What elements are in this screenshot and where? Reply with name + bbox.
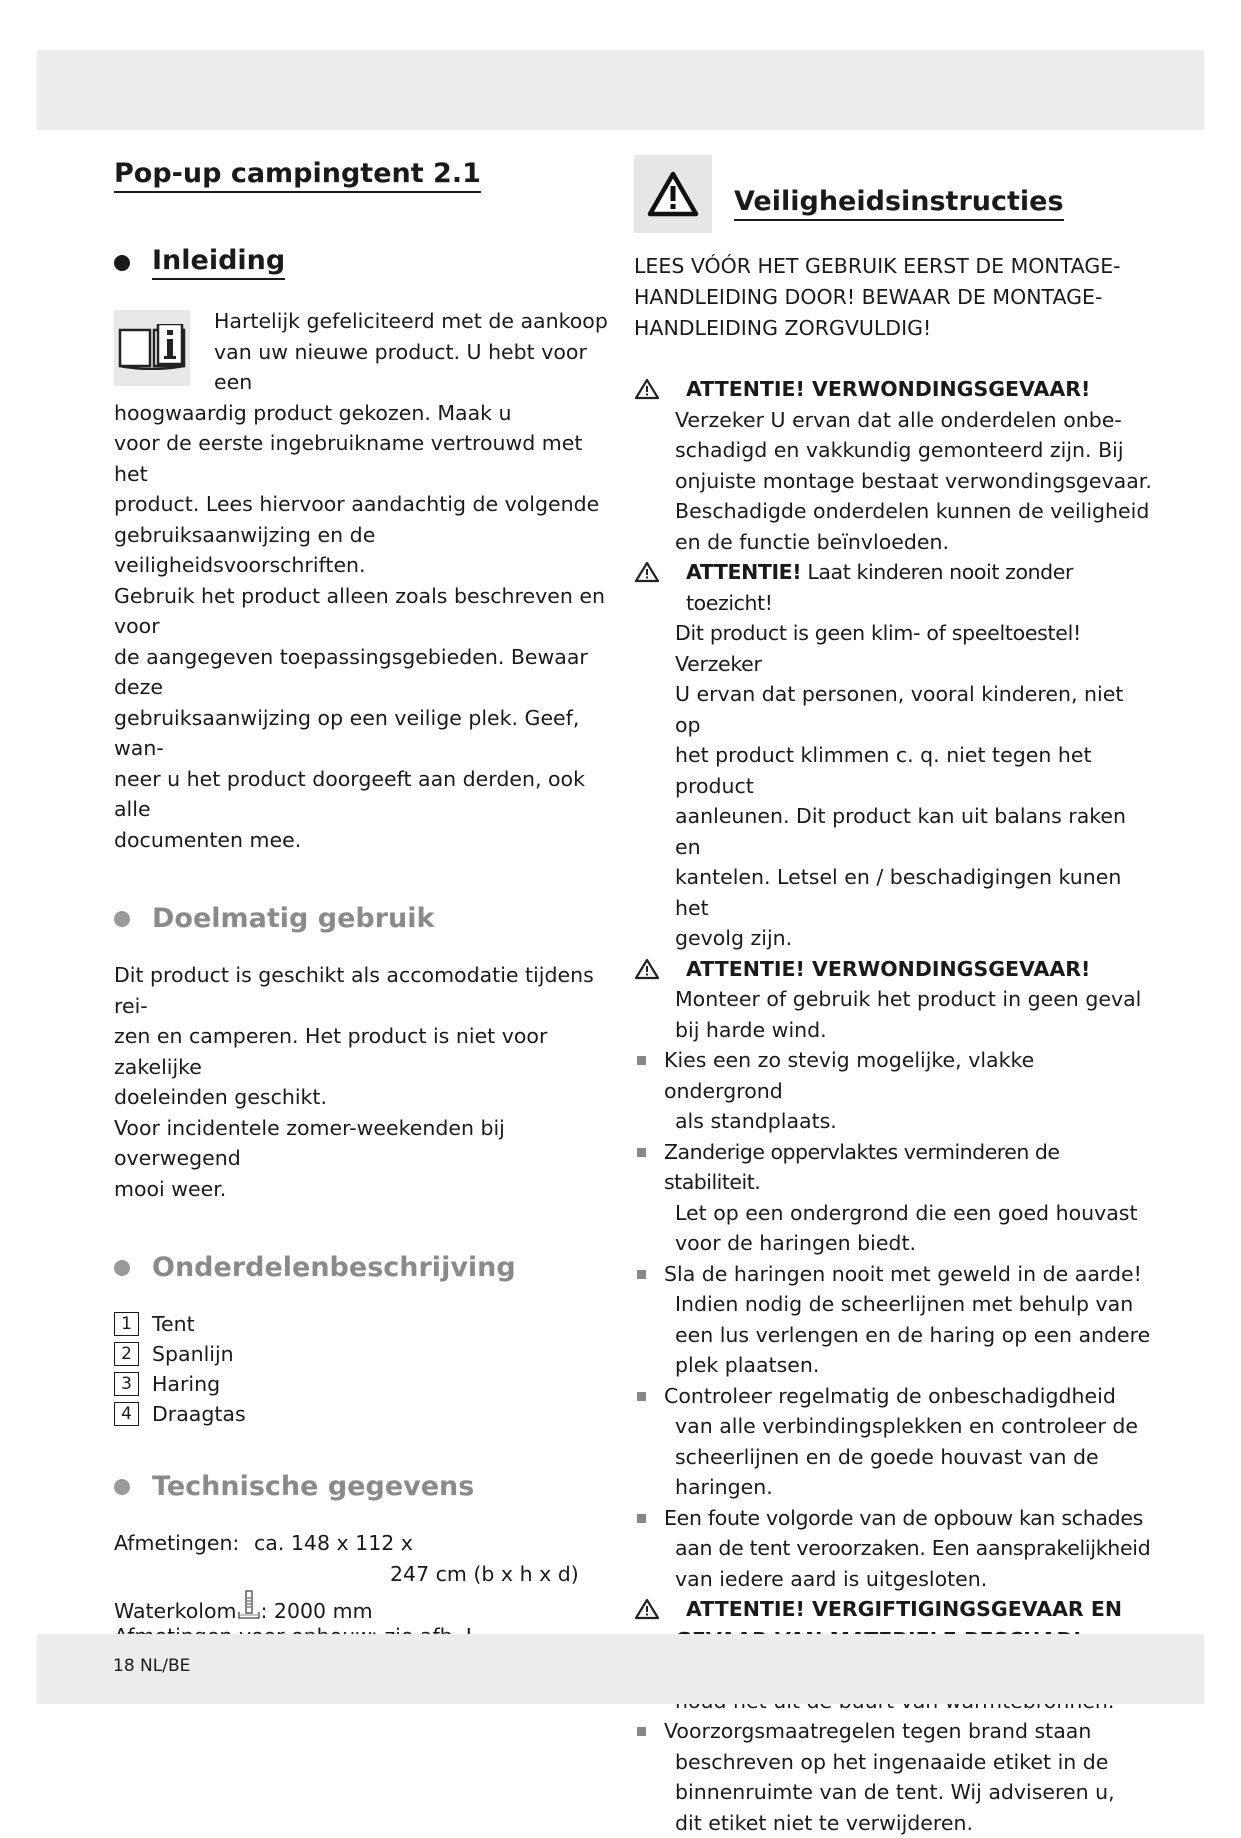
heading-text: Inleiding	[152, 245, 285, 280]
warning-line: Laat kinderen nooit zonder toezicht!	[686, 560, 1073, 615]
square-bullet-icon	[637, 1514, 646, 1523]
square-bullet-icon	[637, 1148, 646, 1157]
bullet-line: voor de haringen biedt.	[634, 1228, 1154, 1259]
intro-line: de aangegeven toepassingsgebieden. Bewaar deze	[114, 642, 614, 703]
bullet-icon	[114, 1260, 130, 1276]
section-heading-technisch	[114, 1471, 614, 1502]
left-column	[114, 150, 614, 1652]
intro-line: van uw nieuwe product. U hebt voor een	[114, 337, 614, 398]
bullet-line: Let op een ondergrond die een goed houvast	[634, 1198, 1154, 1229]
warning-line: het product klimmen c. q. niet tegen het product	[634, 740, 1154, 801]
bullet-line: als standplaats.	[634, 1106, 1154, 1137]
spec-value: ca. 148 x 112 x	[254, 1528, 413, 1559]
part-item	[114, 1369, 614, 1399]
bullet-line: Zanderige oppervlaktes verminderen de stabiliteit.	[634, 1137, 1154, 1198]
part-item	[114, 1339, 614, 1369]
part-number: 4	[114, 1402, 139, 1426]
bullet-icon	[114, 255, 130, 271]
bullet-line: een lus verlengen en de haring op een andere	[634, 1320, 1154, 1351]
parts-list	[114, 1309, 614, 1429]
warning-item	[634, 557, 1154, 954]
caps-line: LEES VÓÓR HET GEBRUIK EERST DE MONTAGE-	[634, 251, 1154, 282]
warning-triangle-icon	[634, 155, 712, 233]
warning-title: ATTENTIE! VERWONDINGSGEVAAR!	[634, 374, 1154, 405]
bullet-item	[634, 1045, 1154, 1137]
bullet-line: aan de tent veroorzaken. Een aansprakelijkheid	[634, 1533, 1154, 1564]
square-bullet-icon	[637, 1392, 646, 1401]
part-label: Draagtas	[152, 1402, 246, 1426]
bullet-icon	[114, 1479, 130, 1495]
warning-item	[634, 374, 1154, 557]
part-number: 3	[114, 1372, 139, 1396]
warning-line: U ervan dat personen, vooral kinderen, niet op	[634, 679, 1154, 740]
part-label: Spanlijn	[152, 1342, 234, 1366]
warning-line: kantelen. Letsel en / beschadigingen kunen het	[634, 862, 1154, 923]
intro-line: Gebruik het product alleen zoals beschreven en voor	[114, 581, 614, 642]
spec-dimensions	[114, 1528, 614, 1559]
part-item	[114, 1309, 614, 1339]
warning-line: bij harde wind.	[634, 1015, 1154, 1046]
small-warning-icon	[634, 958, 660, 989]
spec-label: Waterkolom	[114, 1599, 237, 1623]
warning-line: schadigd en vakkundig gemonteerd zijn. Bij	[634, 435, 1154, 466]
part-item	[114, 1399, 614, 1429]
right-column	[634, 155, 1154, 1838]
intro-line: gebruiksaanwijzing op een veilige plek. Geef, wan-	[114, 703, 614, 764]
safety-heading: Veiligheidsinstructies	[734, 186, 1064, 221]
safety-list	[634, 374, 1154, 1838]
caps-line: HANDLEIDING ZORGVULDIG!	[634, 313, 1154, 344]
doelmatig-line: mooi weer.	[114, 1174, 614, 1205]
small-warning-icon	[634, 1598, 660, 1629]
section-heading-onderdelen	[114, 1252, 614, 1283]
bullet-line: Kies een zo stevig mogelijke, vlakke ondergrond	[634, 1045, 1154, 1106]
bullet-line: Indien nodig de scheerlijnen met behulp van	[634, 1289, 1154, 1320]
caps-notice	[634, 251, 1154, 344]
bullet-line: haringen.	[634, 1472, 1154, 1503]
heading-text: Onderdelenbeschrijving	[152, 1252, 516, 1283]
small-warning-icon	[634, 378, 660, 409]
intro-line: product. Lees hiervoor aandachtig de volgende	[114, 489, 614, 520]
bullet-line: Controleer regelmatig de onbeschadigdheid	[634, 1381, 1154, 1412]
part-number: 2	[114, 1342, 139, 1366]
bullet-line: van iedere aard is uitgesloten.	[634, 1564, 1154, 1595]
heading-text: Doelmatig gebruik	[152, 903, 435, 934]
part-label: Tent	[152, 1312, 195, 1336]
square-bullet-icon	[637, 1270, 646, 1279]
warning-line: Monteer of gebruik het product in geen geval	[634, 984, 1154, 1015]
caps-line: HANDLEIDING DOOR! BEWAAR DE MONTAGE-	[634, 282, 1154, 313]
doelmatig-line: Dit product is geschikt als accomodatie tijdens rei-	[114, 960, 614, 1021]
part-number: 1	[114, 1312, 139, 1336]
doelmatig-line: zen en camperen. Het product is niet voor zakelijke	[114, 1021, 614, 1082]
bullet-line: beschreven op het ingenaaide etiket in de	[634, 1747, 1154, 1778]
page-number: 18 NL/BE	[113, 1656, 190, 1676]
doelmatig-line: Voor incidentele zomer-weekenden bij overwegend	[114, 1113, 614, 1174]
spec-value: : 2000 mm	[261, 1599, 373, 1623]
spec-label: Afmetingen:	[114, 1531, 239, 1555]
intro-line: neer u het product doorgeeft aan derden, ook alle	[114, 764, 614, 825]
safety-header	[634, 155, 1154, 233]
doelmatig-line: doeleinden geschikt.	[114, 1082, 614, 1113]
small-warning-icon	[634, 561, 660, 592]
bullet-item	[634, 1259, 1154, 1381]
intro-line: documenten mee.	[114, 825, 614, 856]
warning-title: ATTENTIE! VERGIFTIGINGSGEVAAR EN	[634, 1594, 1154, 1625]
header-band	[37, 50, 1204, 130]
section-heading-inleiding	[114, 245, 614, 280]
spec-water	[114, 1590, 614, 1621]
bullet-line: Sla de haringen nooit met geweld in de aarde!	[634, 1259, 1154, 1290]
warning-line: Verzeker U ervan dat alle onderdelen onbe-	[634, 405, 1154, 436]
intro-line: hoogwaardig product gekozen. Maak u	[114, 398, 614, 429]
bullet-item	[634, 1137, 1154, 1259]
warning-item	[634, 954, 1154, 1046]
square-bullet-icon	[637, 1727, 646, 1736]
bullet-line: binnenruimte van de tent. Wij adviseren u,	[634, 1777, 1154, 1808]
warning-line: Beschadigde onderdelen kunnen de veiligheid	[634, 496, 1154, 527]
bullet-line: van alle verbindingsplekken en controleer de	[634, 1411, 1154, 1442]
warning-line: onjuiste montage bestaat verwondingsgevaar.	[634, 466, 1154, 497]
section-heading-doelmatig	[114, 903, 614, 934]
square-bullet-icon	[637, 1056, 646, 1065]
bullet-icon	[114, 911, 130, 927]
document-title: Pop-up campingtent 2.1	[114, 158, 481, 193]
heading-text: Technische gegevens	[152, 1471, 474, 1502]
intro-line: gebruiksaanwijzing en de veiligheidsvoorschriften.	[114, 520, 614, 581]
footer-band	[37, 1634, 1204, 1704]
bullet-item	[634, 1381, 1154, 1503]
inleiding-body	[114, 306, 614, 855]
warning-line: en de functie beïnvloeden.	[634, 527, 1154, 558]
part-label: Haring	[152, 1372, 220, 1396]
spec-dimensions-cont	[114, 1559, 614, 1590]
bullet-line: plek plaatsen.	[634, 1350, 1154, 1381]
bullet-item	[634, 1503, 1154, 1595]
warning-line: gevolg zijn.	[634, 923, 1154, 954]
info-book-icon	[114, 310, 190, 386]
warning-title: ATTENTIE!	[686, 560, 801, 584]
doelmatig-body	[114, 960, 614, 1204]
spec-value: 247 cm (b x h x d)	[390, 1559, 579, 1590]
bullet-line: Voorzorgsmaatregelen tegen brand staan	[634, 1716, 1154, 1747]
bullet-line: scheerlijnen en de goede houvast van de	[634, 1442, 1154, 1473]
intro-line: voor de eerste ingebruikname vertrouwd met het	[114, 428, 614, 489]
warning-line: Dit product is geen klim- of speeltoestel! Verzeker	[634, 618, 1154, 679]
intro-line: Hartelijk gefeliciteerd met de aankoop	[114, 306, 614, 337]
bullet-item	[634, 1716, 1154, 1838]
warning-title: ATTENTIE! VERWONDINGSGEVAAR!	[634, 954, 1154, 985]
warning-line: aanleunen. Dit product kan uit balans raken en	[634, 801, 1154, 862]
bullet-line: dit etiket niet te verwijderen.	[634, 1808, 1154, 1838]
bullet-line: Een foute volgorde van de opbouw kan schades	[634, 1503, 1154, 1534]
